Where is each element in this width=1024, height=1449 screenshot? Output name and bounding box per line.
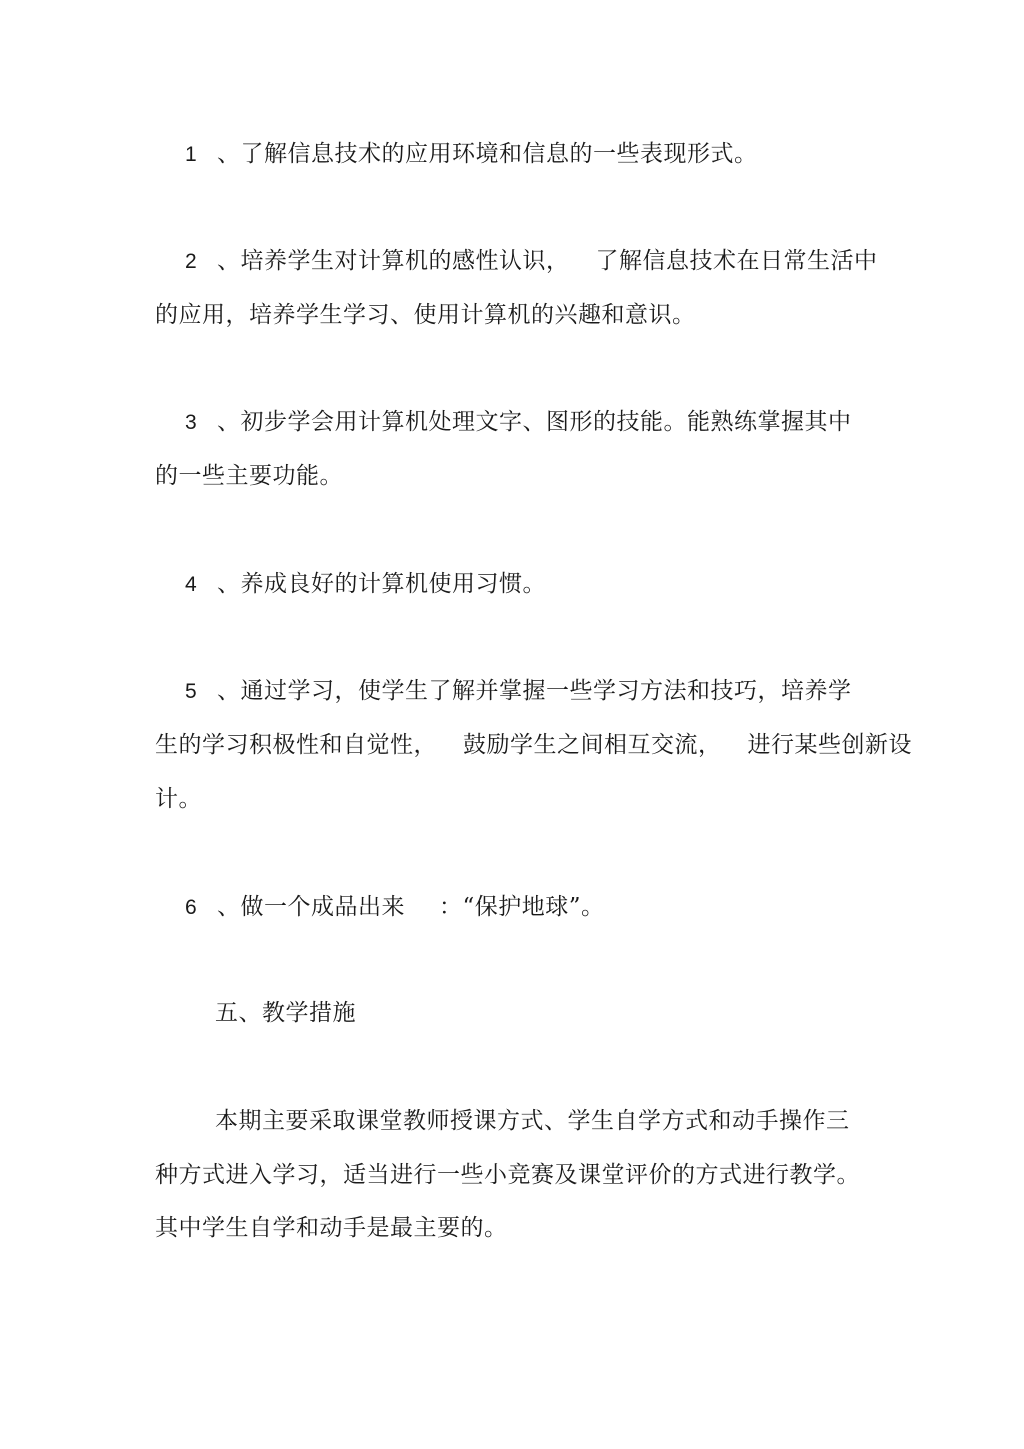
item-text: 、初步学会用计算机处理文字、图形的技能。能熟练掌握其中 xyxy=(217,409,852,435)
paragraph-line-3: 其中学生自学和动手是最主要的。 xyxy=(155,1215,508,1241)
item-text: 、通过学习，使学生了解并掌握一些学习方法和技巧，培养学 xyxy=(217,678,852,704)
item-5-line-1 xyxy=(155,676,852,707)
item-text: 、了解信息技术的应用环境和信息的一些表现形式。 xyxy=(217,141,758,167)
item-1-line-1 xyxy=(155,139,758,170)
item-text: 进行某些创新设 xyxy=(747,732,912,758)
item-text: ：“保护地球”。 xyxy=(439,894,605,920)
item-6-line-1 xyxy=(155,892,605,923)
item-text: 鼓励学生之间相互交流， xyxy=(463,732,722,758)
paragraph-line-1: 本期主要采取课堂教师授课方式、学生自学方式和动手操作三 xyxy=(215,1108,850,1134)
item-number: 3 xyxy=(185,411,198,434)
item-2-line-2: 的应用，培养学生学习、使用计算机的兴趣和意识。 xyxy=(155,302,696,328)
item-number: 6 xyxy=(185,896,198,919)
paragraph-line-2: 种方式进入学习，适当进行一些小竞赛及课堂评价的方式进行教学。 xyxy=(155,1162,860,1188)
item-number: 1 xyxy=(185,143,198,166)
item-3-line-2: 的一些主要功能。 xyxy=(155,463,343,489)
item-4-line-1 xyxy=(155,569,546,600)
item-text: 、做一个成品出来 xyxy=(217,894,405,920)
item-5-line-3: 计。 xyxy=(155,786,202,812)
item-number: 4 xyxy=(185,573,198,596)
item-text: 、培养学生对计算机的感性认识， xyxy=(217,248,570,274)
item-text: 、养成良好的计算机使用习惯。 xyxy=(217,571,546,597)
item-3-line-1 xyxy=(155,407,852,438)
item-number: 2 xyxy=(185,250,198,273)
item-number: 5 xyxy=(185,680,198,703)
item-text: 生的学习积极性和自觉性， xyxy=(155,732,437,758)
item-text: 了解信息技术在日常生活中 xyxy=(595,248,878,274)
section-heading: 五、教学措施 xyxy=(215,1000,356,1026)
item-2-line-1 xyxy=(155,246,878,277)
item-5-line-2 xyxy=(155,730,912,760)
